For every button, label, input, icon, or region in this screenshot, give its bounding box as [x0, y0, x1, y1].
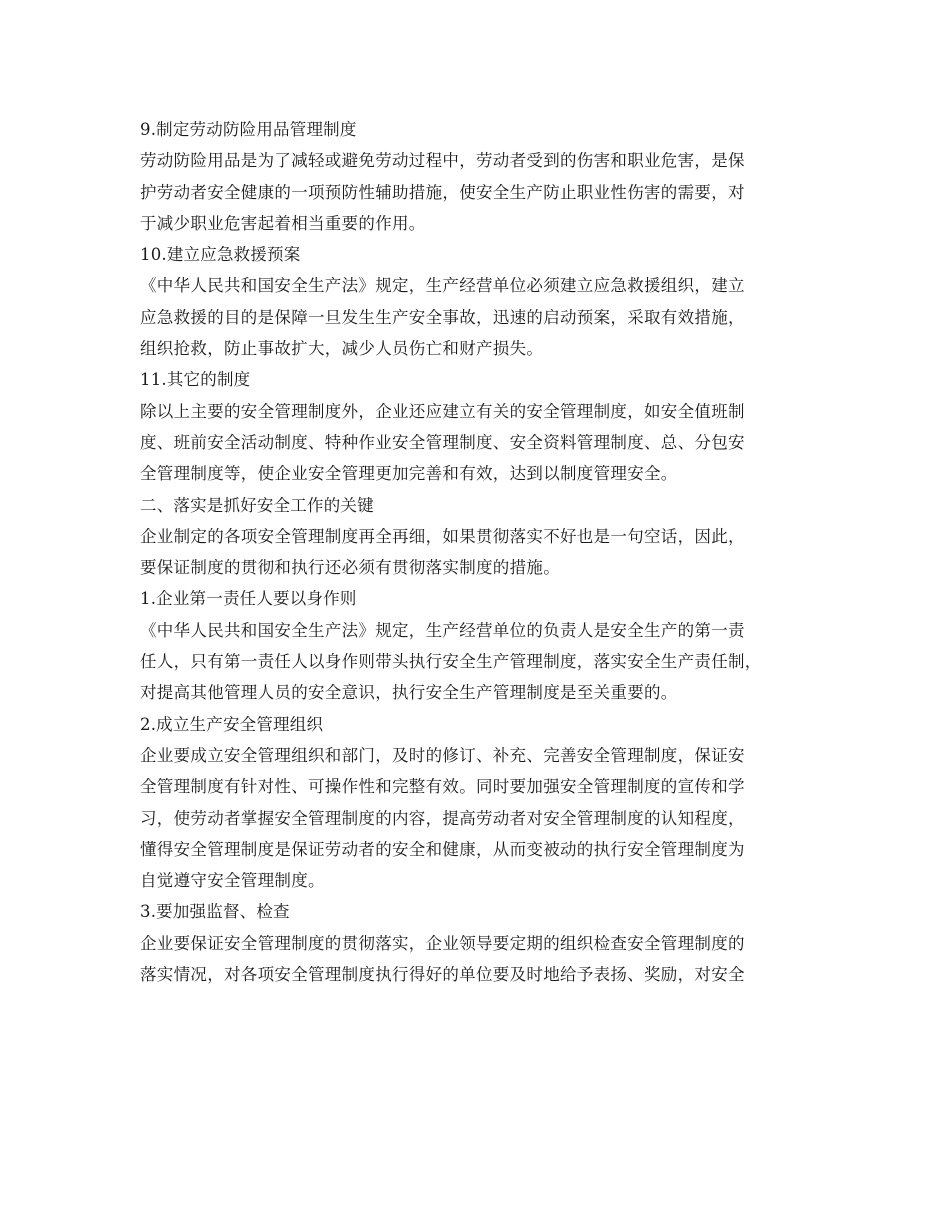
paragraph-line: 习，使劳动者掌握安全管理制度的内容，提高劳动者对安全管理制度的认知程度，: [140, 808, 745, 828]
paragraph-line: 自觉遵守安全管理制度。: [140, 871, 325, 891]
paragraph-line: 企业制定的各项安全管理制度再全再细，如果贯彻落实不好也是一句空话，因此，: [140, 526, 745, 546]
paragraph-line: 全管理制度有针对性、可操作性和完整有效。同时要加强安全管理制度的宣传和学: [140, 777, 745, 797]
section-heading: 二、落实是抓好安全工作的关键: [140, 495, 374, 515]
paragraph-line: 全管理制度等，使企业安全管理更加完善和有效，达到以制度管理安全。: [140, 464, 678, 484]
section-heading: 2.成立生产安全管理组织: [140, 714, 324, 734]
paragraph-line: 落实情况，对各项安全管理制度执行得好的单位要及时地给予表扬、奖励，对安全: [140, 965, 745, 985]
paragraph-line: 要保证制度的贯彻和执行还必须有贯彻落实制度的措施。: [140, 558, 560, 578]
paragraph-line: 企业要保证安全管理制度的贯彻落实，企业领导要定期的组织检查安全管理制度的: [140, 933, 745, 953]
paragraph-line: 懂得安全管理制度是保证劳动者的安全和健康，从而变被动的执行安全管理制度为: [140, 839, 745, 859]
paragraph-line: 劳动防险用品是为了减轻或避免劳动过程中，劳动者受到的伤害和职业危害，是保: [140, 151, 745, 171]
paragraph-line: 应急救援的目的是保障一旦发生生产安全事故，迅速的启动预案，采取有效措施，: [140, 307, 745, 327]
paragraph-line: 《中华人民共和国安全生产法》规定，生产经营单位的负责人是安全生产的第一责: [140, 620, 745, 640]
section-heading: 9.制定劳动防险用品管理制度: [140, 120, 357, 139]
paragraph-line: 对提高其他管理人员的安全意识，执行安全生产管理制度是至关重要的。: [140, 683, 678, 703]
section-heading: 11.其它的制度: [140, 370, 251, 390]
paragraph-line: 组织抢救，防止事故扩大，减少人员伤亡和财产损失。: [140, 339, 544, 359]
section-heading: 1.企业第一责任人要以身作则: [140, 589, 357, 609]
paragraph-line: 度、班前安全活动制度、特种作业安全管理制度、安全资料管理制度、总、分包安: [140, 432, 745, 452]
paragraph-line: 于减少职业危害起着相当重要的作用。: [140, 213, 426, 233]
section-heading: 3.要加强监督、检查: [140, 902, 290, 922]
paragraph-line: 企业要成立安全管理组织和部门，及时的修订、补充、完善安全管理制度，保证安: [140, 745, 745, 765]
paragraph-line: 《中华人民共和国安全生产法》规定，生产经营单位必须建立应急救援组织，建立: [140, 276, 745, 296]
paragraph-line: 除以上主要的安全管理制度外，企业还应建立有关的安全管理制度，如安全值班制: [140, 401, 745, 421]
section-heading: 10.建立应急救援预案: [140, 245, 301, 265]
paragraph-line: 护劳动者安全健康的一项预防性辅助措施，使安全生产防止职业性伤害的需要，对: [140, 182, 745, 202]
paragraph-line: 任人，只有第一责任人以身作则带头执行安全生产管理制度，落实安全生产责任制，: [140, 652, 762, 672]
document-body: [140, 114, 816, 990]
